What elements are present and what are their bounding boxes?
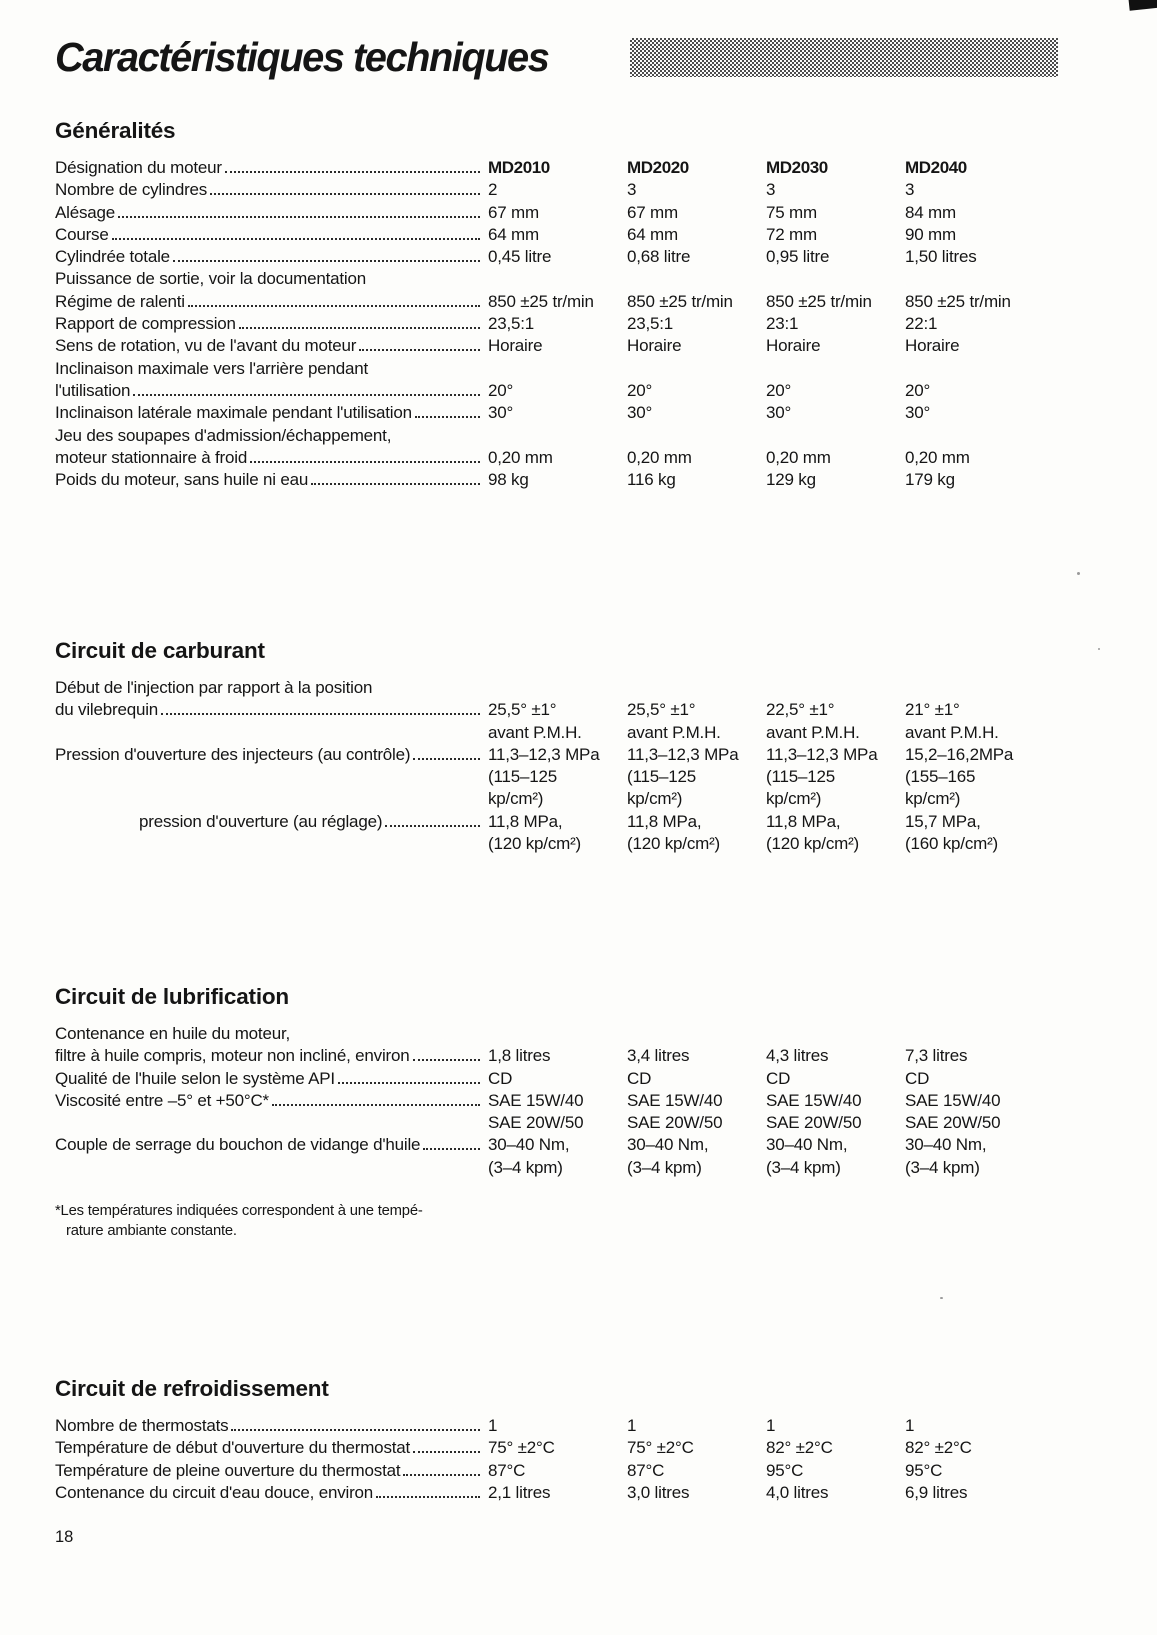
spec-value-md2040: 7,3 litres bbox=[905, 1046, 968, 1066]
spec-value-md2040: 15,2–16,2MPa bbox=[905, 744, 1014, 764]
spec-row bbox=[55, 381, 1117, 403]
spec-value-md2040: 179 kg bbox=[905, 470, 955, 490]
spec-value-md2010: 2,1 litres bbox=[488, 1482, 551, 1502]
scan-speck bbox=[1098, 648, 1100, 650]
spec-row bbox=[55, 789, 1117, 811]
spec-row bbox=[55, 745, 1117, 767]
spec-value-md2030: 20° bbox=[766, 380, 792, 400]
spec-value-md2030: SAE 20W/50 bbox=[766, 1113, 862, 1133]
section-generalites bbox=[55, 118, 1117, 492]
spec-value-md2030: 30° bbox=[766, 403, 792, 423]
spec-label: Nombre de thermostats bbox=[55, 1416, 229, 1435]
spec-row bbox=[55, 1069, 1117, 1091]
spec-value-md2040: 21° ±1° bbox=[905, 700, 960, 720]
spec-value-md2030: MD2030 bbox=[766, 158, 828, 177]
spec-row bbox=[55, 1113, 1117, 1135]
spec-row bbox=[55, 158, 1117, 180]
spec-value-md2020: 64 mm bbox=[627, 224, 678, 244]
temperature-footnote bbox=[55, 1202, 1117, 1241]
spec-value-md2020: (115–125 bbox=[627, 767, 696, 787]
spec-label-cell bbox=[55, 292, 488, 312]
spec-value-md2010: CD bbox=[488, 1068, 513, 1088]
spec-label: pression d'ouverture (au réglage) bbox=[139, 811, 383, 831]
dotted-leader bbox=[403, 1474, 480, 1476]
spec-value-md2020: 67 mm bbox=[627, 202, 678, 222]
spec-label-cell bbox=[55, 1438, 488, 1458]
spec-value-md2040: SAE 15W/40 bbox=[905, 1090, 1001, 1110]
dotted-leader bbox=[415, 416, 480, 418]
spec-value-md2010: SAE 15W/40 bbox=[488, 1090, 584, 1110]
spec-value-md2040: (3–4 kpm) bbox=[905, 1157, 980, 1177]
spec-label: Course bbox=[55, 224, 109, 244]
spec-value-md2020: MD2020 bbox=[627, 158, 689, 177]
spec-value-md2040: SAE 20W/50 bbox=[905, 1113, 1001, 1133]
spec-row bbox=[55, 1135, 1117, 1157]
spec-label-cell bbox=[55, 1069, 488, 1089]
spec-label-cell bbox=[55, 180, 488, 200]
spec-label-cell bbox=[55, 1416, 488, 1436]
spec-value-md2040: 15,7 MPa, bbox=[905, 811, 981, 831]
spec-value-md2030: 3 bbox=[766, 180, 776, 200]
spec-label-cell bbox=[55, 1461, 488, 1481]
spec-label: l'utilisation bbox=[55, 380, 131, 400]
spec-value-md2020: (120 kp/cm²) bbox=[627, 834, 721, 854]
spec-value-md2020: 3 bbox=[627, 180, 637, 200]
spec-value-md2010: avant P.M.H. bbox=[488, 722, 582, 742]
spec-value-md2030: avant P.M.H. bbox=[766, 722, 860, 742]
dotted-leader bbox=[311, 483, 480, 485]
spec-row bbox=[55, 1483, 1117, 1505]
spec-value-md2020: 75° ±2°C bbox=[627, 1438, 694, 1458]
spec-value-md2040: 90 mm bbox=[905, 224, 956, 244]
dotted-leader bbox=[385, 825, 480, 827]
spec-label: Jeu des soupapes d'admission/échappement, bbox=[55, 425, 392, 445]
spec-value-md2040: 20° bbox=[905, 380, 931, 400]
spec-value-md2010: MD2010 bbox=[488, 158, 550, 177]
spec-label-cell bbox=[55, 359, 488, 379]
spec-row bbox=[55, 292, 1117, 314]
spec-value-md2030: 850 ±25 tr/min bbox=[766, 291, 872, 311]
spec-row bbox=[55, 336, 1117, 358]
spec-value-md2020: 850 ±25 tr/min bbox=[627, 291, 733, 311]
spec-row bbox=[55, 448, 1117, 470]
spec-value-md2020: 30–40 Nm, bbox=[627, 1135, 709, 1155]
dotted-leader bbox=[423, 1148, 480, 1150]
spec-row bbox=[55, 1046, 1117, 1068]
spec-value-md2020: 11,8 MPa, bbox=[627, 811, 702, 831]
spec-label-cell bbox=[55, 203, 488, 223]
spec-row bbox=[55, 767, 1117, 789]
spec-label: Qualité de l'huile selon le système API bbox=[55, 1068, 335, 1088]
footnote-line: *Les températures indiquées correspondent à une tempé- bbox=[55, 1203, 423, 1220]
dotted-leader bbox=[161, 713, 480, 715]
spec-value-md2030: 95°C bbox=[766, 1460, 804, 1480]
spec-value-md2030: 82° ±2°C bbox=[766, 1438, 833, 1458]
section-carburant bbox=[55, 638, 1117, 856]
spec-row bbox=[55, 1416, 1117, 1438]
spec-value-md2040: kp/cm²) bbox=[905, 789, 961, 809]
scan-speck bbox=[940, 1297, 943, 1299]
spec-value-md2030: kp/cm²) bbox=[766, 789, 822, 809]
spec-value-md2020: 11,3–12,3 MPa bbox=[627, 744, 739, 764]
spec-label: moteur stationnaire à froid bbox=[55, 447, 248, 467]
spec-label: Nombre de cylindres bbox=[55, 180, 208, 200]
dotted-leader bbox=[250, 461, 480, 463]
dotted-leader bbox=[210, 193, 480, 195]
spec-label-cell bbox=[55, 381, 488, 401]
spec-value-md2030: 11,8 MPa, bbox=[766, 811, 841, 831]
footnote-line: rature ambiante constante. bbox=[66, 1222, 237, 1239]
spec-label: Température de début d'ouverture du thermostat bbox=[55, 1438, 411, 1458]
dotted-leader bbox=[118, 216, 480, 218]
spec-value-md2010: 75° ±2°C bbox=[488, 1438, 555, 1458]
dotted-leader bbox=[225, 171, 480, 173]
spec-label: Alésage bbox=[55, 202, 116, 222]
spec-row bbox=[55, 247, 1117, 269]
section-heading: Circuit de refroidissement bbox=[55, 1376, 329, 1401]
spec-value-md2020: 20° bbox=[627, 380, 653, 400]
spec-row bbox=[55, 1438, 1117, 1460]
spec-value-md2030: 0,95 litre bbox=[766, 247, 830, 267]
spec-value-md2040: 1 bbox=[905, 1416, 915, 1435]
spec-value-md2030: Horaire bbox=[766, 336, 821, 356]
spec-value-md2020: SAE 20W/50 bbox=[627, 1113, 723, 1133]
spec-value-md2030: 129 kg bbox=[766, 470, 816, 490]
spec-value-md2040: (155–165 bbox=[905, 767, 976, 787]
spec-label: Couple de serrage du bouchon de vidange d'huile bbox=[55, 1135, 421, 1155]
page-title: Caractéristiques techniques bbox=[55, 34, 549, 80]
dotted-leader bbox=[272, 1104, 480, 1106]
spec-label-cell bbox=[55, 745, 488, 765]
halftone-decorative-bar bbox=[630, 38, 1058, 77]
scan-corner-mark bbox=[1128, 0, 1157, 11]
spec-label-cell bbox=[55, 247, 488, 267]
spec-row bbox=[55, 678, 1117, 700]
spec-label-cell bbox=[55, 1483, 488, 1503]
spec-value-md2010: 1 bbox=[488, 1416, 498, 1435]
spec-value-md2030: 23:1 bbox=[766, 314, 799, 334]
spec-value-md2020: SAE 15W/40 bbox=[627, 1090, 723, 1110]
spec-value-md2030: 22,5° ±1° bbox=[766, 700, 835, 720]
spec-value-md2020: kp/cm²) bbox=[627, 789, 683, 809]
spec-label-cell bbox=[55, 470, 488, 490]
dotted-leader bbox=[112, 238, 480, 240]
spec-value-md2010: 1,8 litres bbox=[488, 1046, 551, 1066]
spec-value-md2040: MD2040 bbox=[905, 158, 967, 177]
spec-label: Cylindrée totale bbox=[55, 247, 170, 267]
dotted-leader bbox=[359, 349, 480, 351]
spec-value-md2010: (115–125 bbox=[488, 767, 557, 787]
spec-value-md2040: avant P.M.H. bbox=[905, 722, 999, 742]
spec-row bbox=[55, 1024, 1117, 1046]
spec-label-cell bbox=[55, 678, 488, 698]
spec-value-md2010: 64 mm bbox=[488, 224, 539, 244]
spec-value-md2020: avant P.M.H. bbox=[627, 722, 721, 742]
spec-value-md2010: Horaire bbox=[488, 336, 543, 356]
spec-label: filtre à huile compris, moteur non incliné, environ bbox=[55, 1046, 410, 1066]
spec-value-md2010: 30° bbox=[488, 403, 514, 423]
spec-label: Pression d'ouverture des injecteurs (au contrôle) bbox=[55, 744, 411, 764]
spec-value-md2010: (3–4 kpm) bbox=[488, 1157, 563, 1177]
spec-value-md2020: 1 bbox=[627, 1416, 637, 1435]
spec-value-md2020: 116 kg bbox=[627, 470, 676, 490]
spec-row bbox=[55, 225, 1117, 247]
spec-label-cell bbox=[55, 314, 488, 334]
spec-value-md2010: 0,20 mm bbox=[488, 447, 553, 467]
spec-value-md2010: 98 kg bbox=[488, 470, 529, 490]
spec-label-cell bbox=[55, 269, 488, 289]
spec-value-md2010: SAE 20W/50 bbox=[488, 1113, 584, 1133]
spec-value-md2040: 30° bbox=[905, 403, 931, 423]
spec-value-md2010: 11,3–12,3 MPa bbox=[488, 744, 600, 764]
spec-label: du vilebrequin bbox=[55, 700, 159, 720]
spec-row bbox=[55, 426, 1117, 448]
spec-value-md2030: CD bbox=[766, 1068, 791, 1088]
spec-label-cell bbox=[55, 225, 488, 245]
spec-value-md2020: (3–4 kpm) bbox=[627, 1157, 702, 1177]
spec-value-md2040: 22:1 bbox=[905, 314, 938, 334]
spec-row bbox=[55, 403, 1117, 425]
spec-label-cell bbox=[55, 336, 488, 356]
spec-label-cell bbox=[55, 1091, 488, 1111]
spec-label: Inclinaison maximale vers l'arrière pendant bbox=[55, 358, 369, 378]
spec-label: Contenance en huile du moteur, bbox=[55, 1024, 291, 1043]
spec-label: Contenance du circuit d'eau douce, environ bbox=[55, 1482, 374, 1502]
spec-value-md2010: 0,45 litre bbox=[488, 247, 552, 267]
dotted-leader bbox=[413, 1059, 480, 1061]
spec-value-md2030: 0,20 mm bbox=[766, 447, 831, 467]
page-number: 18 bbox=[55, 1528, 74, 1546]
spec-value-md2040: 82° ±2°C bbox=[905, 1438, 972, 1458]
spec-label: Inclinaison latérale maximale pendant l'utilisation bbox=[55, 403, 412, 423]
spec-value-md2010: 850 ±25 tr/min bbox=[488, 291, 594, 311]
spec-row bbox=[55, 812, 1117, 834]
spec-value-md2020: Horaire bbox=[627, 336, 682, 356]
spec-label-cell bbox=[55, 448, 488, 468]
spec-value-md2030: (120 kp/cm²) bbox=[766, 834, 860, 854]
spec-label-cell bbox=[55, 1046, 488, 1066]
spec-row bbox=[55, 834, 1117, 856]
spec-value-md2040: 95°C bbox=[905, 1460, 943, 1480]
spec-row bbox=[55, 1158, 1117, 1180]
scan-speck bbox=[1077, 572, 1080, 575]
spec-row bbox=[55, 269, 1117, 291]
dotted-leader bbox=[133, 394, 480, 396]
spec-value-md2030: SAE 15W/40 bbox=[766, 1090, 862, 1110]
spec-value-md2010: 2 bbox=[488, 180, 498, 200]
spec-value-md2040: (160 kp/cm²) bbox=[905, 834, 999, 854]
spec-label: Poids du moteur, sans huile ni eau bbox=[55, 470, 309, 490]
spec-value-md2020: 0,20 mm bbox=[627, 447, 692, 467]
spec-value-md2030: (115–125 bbox=[766, 767, 835, 787]
dotted-leader bbox=[231, 1429, 480, 1431]
dotted-leader bbox=[173, 260, 480, 262]
page-header bbox=[55, 34, 1157, 94]
spec-label: Température de pleine ouverture du thermostat bbox=[55, 1460, 401, 1480]
spec-row bbox=[55, 203, 1117, 225]
spec-value-md2020: 3,0 litres bbox=[627, 1482, 690, 1502]
spec-label: Désignation du moteur bbox=[55, 158, 222, 177]
spec-label: Début de l'injection par rapport à la position bbox=[55, 678, 373, 697]
spec-label: Rapport de compression bbox=[55, 314, 236, 334]
spec-row bbox=[55, 314, 1117, 336]
spec-value-md2010: 11,8 MPa, bbox=[488, 811, 563, 831]
spec-value-md2040: 84 mm bbox=[905, 202, 956, 222]
spec-value-md2010: 20° bbox=[488, 380, 514, 400]
spec-value-md2040: 30–40 Nm, bbox=[905, 1135, 987, 1155]
spec-value-md2040: 0,20 mm bbox=[905, 447, 970, 467]
spec-value-md2030: 4,3 litres bbox=[766, 1046, 829, 1066]
spec-label-cell bbox=[55, 700, 488, 720]
spec-label-cell bbox=[55, 1135, 488, 1155]
spec-value-md2030: 30–40 Nm, bbox=[766, 1135, 848, 1155]
spec-value-md2040: CD bbox=[905, 1068, 930, 1088]
spec-label: Régime de ralenti bbox=[55, 291, 185, 311]
spec-value-md2030: 72 mm bbox=[766, 224, 817, 244]
spec-value-md2010: 30–40 Nm, bbox=[488, 1135, 570, 1155]
spec-value-md2030: 4,0 litres bbox=[766, 1482, 829, 1502]
spec-value-md2010: 25,5° ±1° bbox=[488, 700, 557, 720]
dotted-leader bbox=[413, 1451, 480, 1453]
dotted-leader bbox=[413, 758, 480, 760]
spec-label: Puissance de sortie, voir la documentation bbox=[55, 269, 366, 289]
spec-label-cell bbox=[55, 158, 488, 178]
spec-label-cell bbox=[55, 1024, 488, 1044]
spec-value-md2020: CD bbox=[627, 1068, 652, 1088]
spec-value-md2020: 30° bbox=[627, 403, 653, 423]
spec-row bbox=[55, 180, 1117, 202]
dotted-leader bbox=[188, 305, 480, 307]
spec-value-md2040: 6,9 litres bbox=[905, 1482, 968, 1502]
spec-label-cell bbox=[55, 426, 488, 446]
spec-row bbox=[55, 723, 1117, 745]
spec-label: Viscosité entre –5° et +50°C* bbox=[55, 1090, 269, 1110]
spec-row bbox=[55, 700, 1117, 722]
spec-value-md2010: 23,5:1 bbox=[488, 314, 535, 334]
spec-value-md2040: 1,50 litres bbox=[905, 247, 977, 267]
spec-value-md2020: 0,68 litre bbox=[627, 247, 691, 267]
spec-label-cell bbox=[55, 812, 488, 832]
spec-value-md2020: 23,5:1 bbox=[627, 314, 674, 334]
spec-value-md2040: Horaire bbox=[905, 336, 960, 356]
spec-value-md2020: 25,5° ±1° bbox=[627, 700, 696, 720]
spec-row bbox=[55, 470, 1117, 492]
spec-value-md2040: 3 bbox=[905, 180, 915, 200]
spec-label: Sens de rotation, vu de l'avant du moteur bbox=[55, 336, 357, 356]
spec-value-md2030: 11,3–12,3 MPa bbox=[766, 744, 878, 764]
spec-value-md2030: 75 mm bbox=[766, 202, 817, 222]
section-heading: Circuit de lubrification bbox=[55, 984, 289, 1009]
spec-value-md2010: (120 kp/cm²) bbox=[488, 834, 582, 854]
spec-row bbox=[55, 1091, 1117, 1113]
section-heading: Circuit de carburant bbox=[55, 638, 265, 663]
spec-value-md2040: 850 ±25 tr/min bbox=[905, 291, 1011, 311]
spec-label-cell bbox=[55, 403, 488, 423]
spec-value-md2030: (3–4 kpm) bbox=[766, 1157, 841, 1177]
spec-value-md2010: kp/cm²) bbox=[488, 789, 544, 809]
dotted-leader bbox=[338, 1082, 480, 1084]
section-lubrification bbox=[55, 984, 1117, 1241]
section-refroidissement bbox=[55, 1376, 1117, 1505]
spec-value-md2010: 87°C bbox=[488, 1460, 526, 1480]
spec-value-md2010: 67 mm bbox=[488, 202, 539, 222]
spec-value-md2020: 3,4 litres bbox=[627, 1046, 690, 1066]
spec-row bbox=[55, 1461, 1117, 1483]
spec-value-md2020: 87°C bbox=[627, 1460, 665, 1480]
dotted-leader bbox=[239, 327, 480, 329]
spec-row bbox=[55, 359, 1117, 381]
section-heading: Généralités bbox=[55, 118, 176, 143]
spec-value-md2030: 1 bbox=[766, 1416, 776, 1435]
dotted-leader bbox=[376, 1496, 480, 1498]
